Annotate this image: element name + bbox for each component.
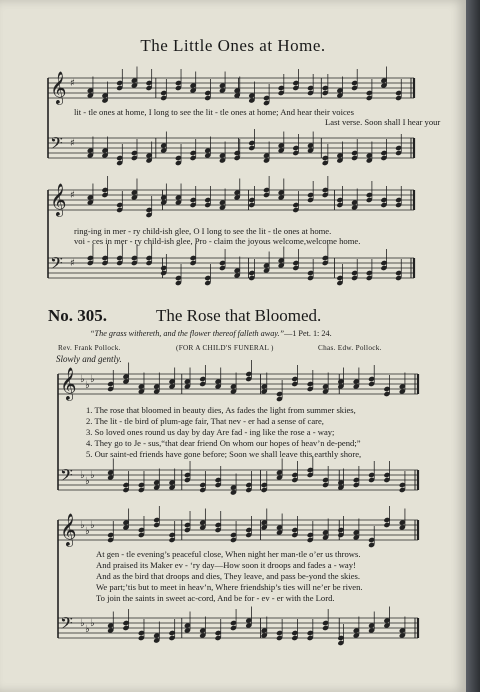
key-signature: ♭: [80, 374, 85, 385]
hymn-title: The Rose that Bloomed.: [156, 306, 322, 325]
verse-line: 4. They go to Je - sus,“that dear friend On whom our hopes of heav’n de-pend;”: [86, 438, 361, 448]
scripture-reference: —1 Pet. 1: 24.: [284, 329, 332, 338]
bass-clef: 𝄢: [60, 465, 73, 489]
key-signature: ♯: [70, 138, 75, 149]
lyric-line: voi - ces in mer - ry child-ish glee, Pro - claim the joyous welcome,welcome home.: [74, 236, 361, 246]
key-signature: ♭: [85, 624, 90, 635]
bass-clef: 𝄢: [50, 133, 63, 157]
key-signature: ♭: [90, 470, 95, 481]
key-signature: ♭: [80, 618, 85, 629]
author-credit: Rev. Frank Pollock.: [58, 344, 121, 352]
key-signature: ♯: [70, 78, 75, 89]
tempo-marking: Slowly and gently.: [56, 354, 122, 364]
lyric-line: Last verse. Soon shall I hear your: [325, 117, 441, 127]
scripture-quote: “The grass withereth, and the flower thereof falleth away.”—1 Pet. 1: 24.: [90, 329, 332, 338]
lyric-line: ring-ing in mer - ry child-ish glee, O I long to see the lit - tle ones at home.: [74, 226, 332, 236]
key-signature: ♭: [90, 374, 95, 385]
verse-line: To join the saints in sweet ac-cord, And be for - ev - er with the Lord.: [96, 593, 335, 603]
key-signature: ♭: [85, 380, 90, 391]
key-signature: ♭: [90, 618, 95, 629]
occasion-note: (FOR A CHILD'S FUNERAL ): [176, 344, 274, 352]
key-signature: ♯: [70, 258, 75, 269]
verse-line: And praised its Maker ev - ‘ry day—How soon it droops and fades a - way!: [96, 560, 356, 570]
bass-clef: 𝄢: [50, 253, 63, 277]
key-signature: ♭: [90, 520, 95, 531]
verse-line: We part;’tis but to meet in heav’n, Where friendship’s ties will ne’er be riven.: [96, 582, 363, 592]
verse-line: 3. So loved ones round us day by day Are fad - ing like the rose a - way;: [86, 427, 335, 437]
key-signature: ♭: [80, 520, 85, 531]
verse-line: At gen - tle evening’s peaceful close, When night her man-tle o’er us throws.: [96, 549, 361, 559]
book-spine: [466, 0, 480, 692]
verse-line: 1. The rose that bloomed in beauty dies, As fades the light from summer skies,: [86, 405, 356, 415]
key-signature: ♭: [85, 526, 90, 537]
lyric-line: lit - tle ones at home, I long to see the lit - tle ones at home; And hear their voices: [74, 107, 354, 117]
treble-clef: 𝄞: [50, 71, 67, 104]
bass-clef: 𝄢: [60, 613, 73, 637]
treble-clef: 𝄞: [50, 183, 67, 216]
composer-credit: Chas. Edw. Pollock.: [318, 344, 382, 352]
key-signature: ♭: [85, 476, 90, 487]
verse-line: 5. Our saint-ed friends have gone before; Soon we shall leave this earthly shore,: [86, 449, 362, 459]
treble-clef: 𝄞: [60, 513, 77, 546]
verse-line: 2. The lit - tle bird of plum-age fair, That nev - er had a sense of care,: [86, 416, 324, 426]
song-title: The Little Ones at Home.: [140, 36, 326, 55]
key-signature: ♯: [70, 190, 75, 201]
verse-line: And as the bird that droops and dies, They leave, and pass be-yond the skies.: [96, 571, 361, 581]
hymn-number: No. 305.: [48, 306, 108, 325]
key-signature: ♭: [80, 470, 85, 481]
treble-clef: 𝄞: [60, 367, 77, 400]
